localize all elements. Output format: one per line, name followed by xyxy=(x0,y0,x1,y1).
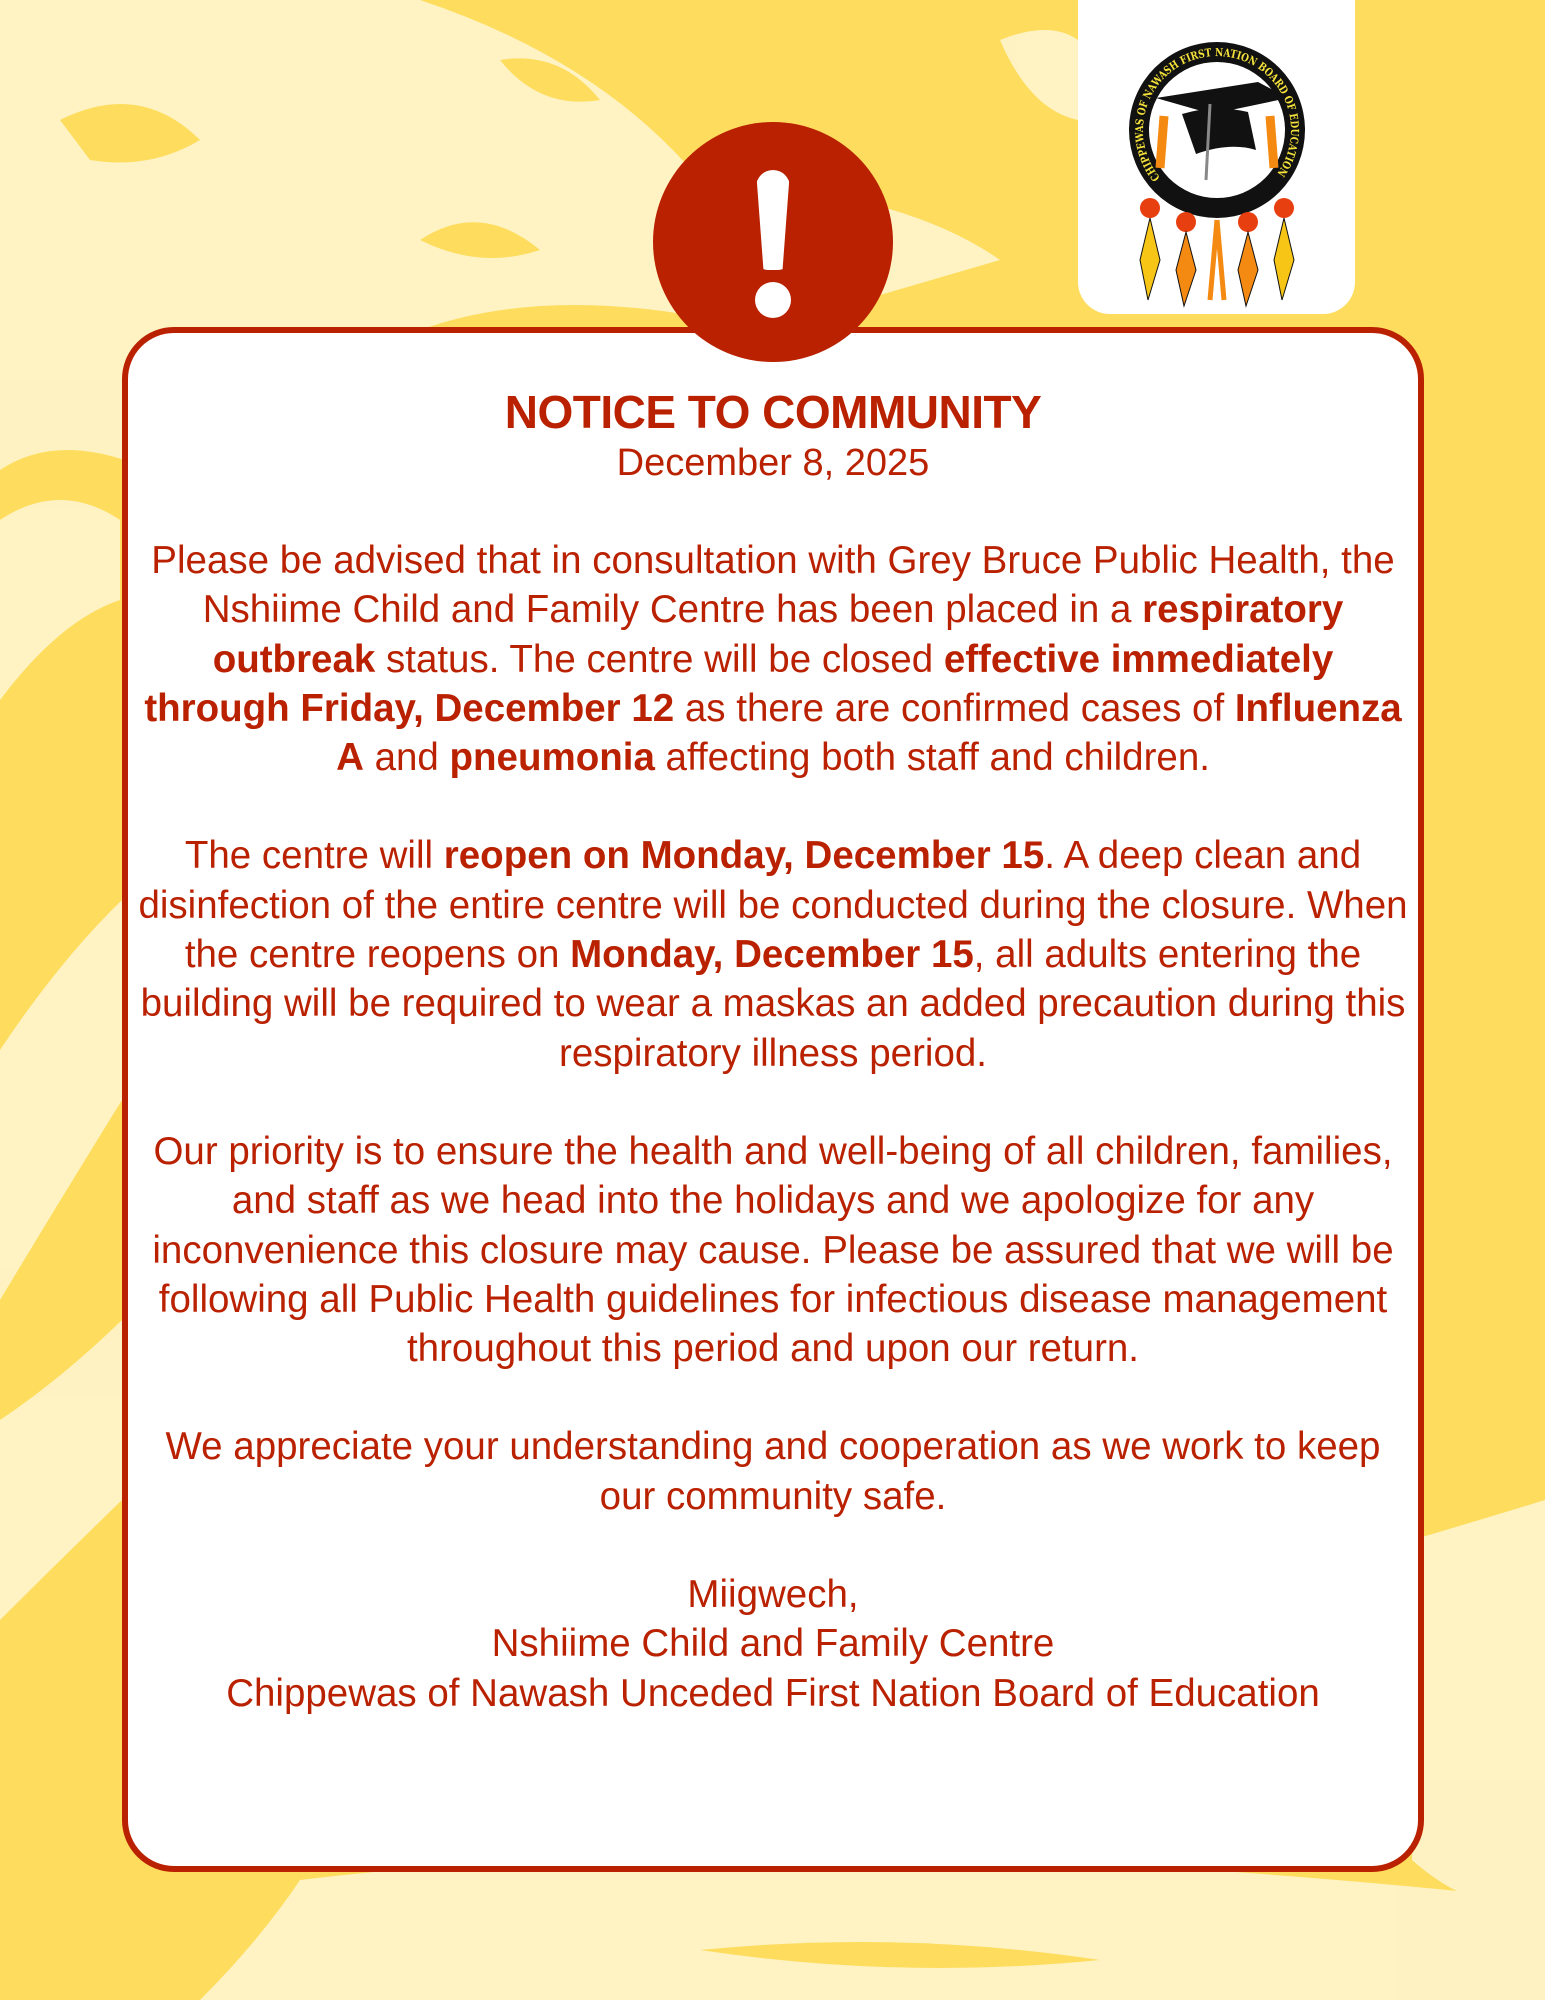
notice-content xyxy=(128,385,1418,1718)
board-of-education-logo xyxy=(1120,20,1314,310)
notice-paragraph xyxy=(138,1127,1408,1373)
notice-paragraph xyxy=(138,1422,1408,1521)
emphasis-text: reopen on Monday, December 15 xyxy=(443,834,1045,878)
emphasis-text: Monday, December 15 xyxy=(570,933,974,977)
notice-paragraph xyxy=(138,831,1408,1077)
exclamation-icon xyxy=(653,122,893,362)
emphasis-text: respiratory outbreak xyxy=(212,588,1344,681)
body-text: and xyxy=(363,736,450,780)
signoff: Miigwech, xyxy=(687,1573,859,1617)
emphasis-text: effective immediately through Friday, December 12 xyxy=(144,637,1334,730)
body-text: , all adults entering the building will be required to wear a maskas an added precaution during this respiratory illness period. xyxy=(140,933,1406,1075)
body-text: Our priority is to ensure the health and well-being of all children, families, and staff as we head into the holidays and we apologize for any inconvenience this closure may cause. Please be assured that we will be following all Public Health guidelines for infectious disease management throughout this period and upon our return. xyxy=(152,1129,1394,1371)
body-text: We appreciate your understanding and cooperation as we work to keep our community safe. xyxy=(165,1425,1381,1518)
notice-title: NOTICE TO COMMUNITY xyxy=(504,386,1042,438)
body-text: The centre will xyxy=(184,834,444,878)
signature-block xyxy=(128,1570,1418,1718)
signature-board: Chippewas of Nawash Unceded First Nation Board of Education xyxy=(226,1671,1320,1715)
body-text: status. The centre will be closed xyxy=(375,637,944,681)
body-text: Please be advised that in consultation with Grey Bruce Public Health, the Nshiime Child and Family Centre has been placed in a xyxy=(151,539,1395,632)
body-text: affecting both staff and children. xyxy=(654,736,1210,780)
logo-panel xyxy=(1078,0,1355,314)
body-text: . A deep clean and disinfection of the entire centre will be conducted during the closure. When the centre reopens on xyxy=(138,834,1408,977)
body-text: as there are confirmed cases of xyxy=(674,686,1235,730)
notice-date: December 8, 2025 xyxy=(616,442,930,484)
notice-card xyxy=(122,327,1424,1872)
svg-text:CHIPPEWAS OF NAWASH FIRST NATI: CHIPPEWAS OF NAWASH FIRST NATION BOARD OF EDUCATION xyxy=(1132,45,1302,184)
signature-organization: Nshiime Child and Family Centre xyxy=(491,1622,1055,1666)
notice-paragraph xyxy=(138,536,1408,782)
emphasis-text: pneumonia xyxy=(449,736,655,780)
emphasis-text: Influenza A xyxy=(336,686,1402,780)
